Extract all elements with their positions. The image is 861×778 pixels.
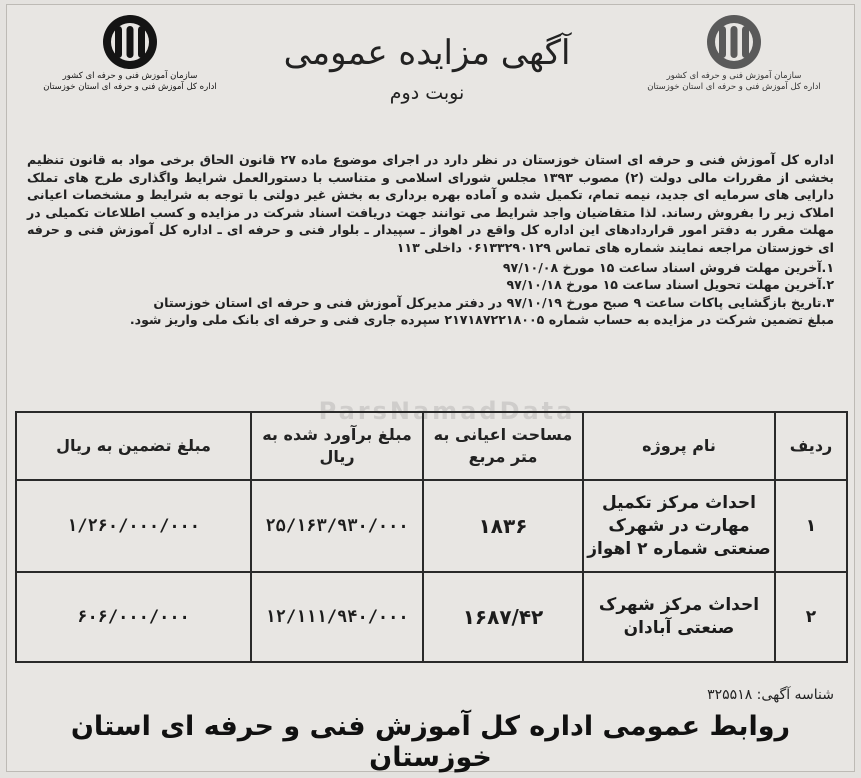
- tvto-logo-icon: [688, 13, 780, 71]
- org-name-line1: سازمان آموزش فنی و حرفه ای کشور: [666, 71, 802, 81]
- notice-round: نوبت دوم: [389, 82, 465, 104]
- deadline-item-opening: ۳.تاریخ بازگشایی پاکات ساعت ۹ صبح مورخ ۹۷/۱۰/۱۹ در دفتر مدیرکل آموزش فنی و حرفه ای استان خوزستان: [153, 294, 834, 310]
- cell-guarantee: ۶۰۶/۰۰۰/۰۰۰: [16, 572, 251, 662]
- cell-project-name: احداث مرکز تکمیل مهارت در شهرک صنعتی شماره ۲ اهواز: [583, 480, 775, 572]
- table-row: [16, 480, 847, 572]
- org-name-line2: اداره کل آموزش فنی و حرفه ای استان خوزستان: [43, 82, 217, 92]
- cell-row-number: ۲: [775, 572, 847, 662]
- header-row-number: ردیف: [775, 412, 847, 480]
- notice-paragraph: اداره کل آموزش فنی و حرفه ای استان خوزستان در نظر دارد در اجرای موضوع ماده ۲۷ قانون الحاق برخی مواد به قانون تنظیم بخشی از مقررات مالی دولت (۲) مصوب ۱۳۹۳ مجلس شورای اسلامی و متناسب با دستورالعمل شرایط واگذاری طرح های تملک دارایی های سرمایه ای جدید، نیمه تمام، تکمیل شده و آماده بهره برداری به بخش غیر دولتی با توجه به شرایط و مشخصات اعیانی املاک زیر را بفروش رساند. لذا متقاضیان واجد شرایط می توانند جهت دریافت اسناد شرکت در مزایده و کسب اطلاعات تکمیلی در مهلت مقرر به دفتر امور قراردادهای این اداره کل واقع در اهواز ـ سپیدار ـ بلوار فنی و حرفه ای ـ اداره کل آموزش فنی و حرفه ای خوزستان مراجعه نمایند شماره های تماس ۰۶۱۳۳۲۹۰۱۲۹ داخلی ۱۱۳: [27, 152, 834, 255]
- watermark-text: ParsNamadData: [318, 397, 576, 425]
- ad-identifier: شناسه آگهی: ۳۲۵۵۱۸: [707, 687, 834, 703]
- header-area: مساحت اعیانی به متر مربع: [423, 412, 583, 480]
- notice-body: [27, 151, 834, 329]
- header-guarantee: مبلغ تضمین به ریال: [16, 412, 251, 480]
- org-name-line1: سازمان آموزش فنی و حرفه ای کشور: [62, 71, 198, 81]
- deposit-note: مبلغ تضمین شرکت در مزایده به حساب شماره ۲۱۷۱۸۷۲۲۱۸۰۰۵ سپرده جاری فنی و حرفه ای بانک ملی واریز شود.: [129, 312, 834, 328]
- cell-area: ۱۶۸۷/۴۲: [423, 572, 583, 662]
- public-relations-footer: روابط عمومی اداره کل آموزش فنی و حرفه ای استان خوزستان: [70, 711, 791, 773]
- org-name-line2: اداره کل آموزش فنی و حرفه ای استان خوزستان: [647, 82, 821, 92]
- table-row: [16, 572, 847, 662]
- org-logo-right: [619, 13, 849, 93]
- header-estimate: مبلغ برآورد شده به ریال: [251, 412, 423, 480]
- projects-table: [15, 411, 848, 663]
- cell-estimate: ۱۲/۱۱۱/۹۴۰/۰۰۰: [251, 572, 423, 662]
- notice-title: آگهی مزایده عمومی: [283, 33, 571, 73]
- deadline-list: [27, 259, 834, 329]
- cell-row-number: ۱: [775, 480, 847, 572]
- cell-guarantee: ۱/۲۶۰/۰۰۰/۰۰۰: [16, 480, 251, 572]
- org-logo-left: [15, 13, 245, 93]
- header-project-name: نام پروژه: [583, 412, 775, 480]
- cell-area: ۱۸۳۶: [423, 480, 583, 572]
- deadline-item-sale: ۱.آخرین مهلت فروش اسناد ساعت ۱۵ مورخ ۹۷/۱۰/۰۸: [502, 259, 834, 275]
- cell-project-name: احداث مرکز شهرک صنعتی آبادان: [583, 572, 775, 662]
- advertisement-page: [6, 4, 855, 772]
- tvto-logo-icon: [84, 13, 176, 71]
- deadline-item-delivery: ۲.آخرین مهلت تحویل اسناد ساعت ۱۵ مورخ ۹۷/۱۰/۱۸: [506, 277, 834, 293]
- cell-estimate: ۲۵/۱۶۳/۹۳۰/۰۰۰: [251, 480, 423, 572]
- table-header-row: [16, 412, 847, 480]
